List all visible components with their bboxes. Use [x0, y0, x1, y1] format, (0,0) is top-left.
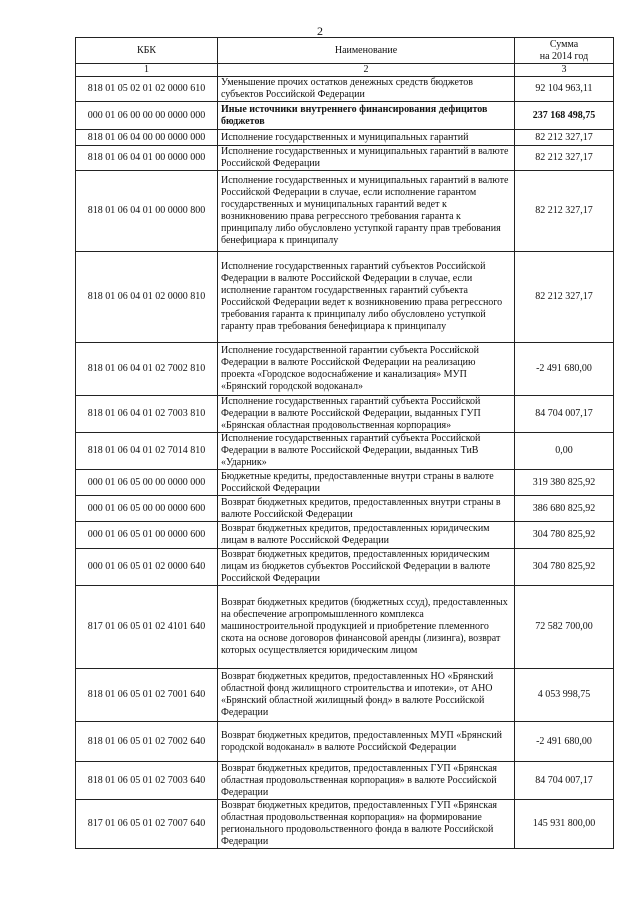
kbk-cell: 818 01 06 04 01 02 7003 810	[76, 396, 218, 433]
table-row	[76, 762, 614, 800]
column-number: 3	[515, 64, 614, 77]
table-row	[76, 433, 614, 470]
sum-cell: 145 931 800,00	[515, 800, 614, 849]
kbk-cell: 817 01 06 05 01 02 7007 640	[76, 800, 218, 849]
header-sum-line1: Сумма	[549, 38, 579, 50]
table-row	[76, 522, 614, 549]
sum-cell: 72 582 700,00	[515, 586, 614, 669]
table-row	[76, 549, 614, 586]
sum-cell: -2 491 680,00	[515, 722, 614, 762]
table-row	[76, 396, 614, 433]
kbk-cell: 000 01 06 05 01 02 0000 640	[76, 549, 218, 586]
sum-cell: 386 680 825,92	[515, 496, 614, 522]
sum-cell: 4 053 998,75	[515, 669, 614, 722]
name-cell: Возврат бюджетных кредитов, предоставленных юридическим лицам из бюджетов субъектов Российской Федерации в валюте Российской Федерации	[218, 549, 515, 586]
kbk-cell: 818 01 06 05 01 02 7001 640	[76, 669, 218, 722]
table-row	[76, 470, 614, 496]
name-cell: Исполнение государственных гарантий субъекта Российской Федерации в валюте Российской Федерации, выданных ГУП «Брянская областная продовольственная корпорация»	[218, 396, 515, 433]
name-cell: Возврат бюджетных кредитов, предоставленных НО «Брянский областной фонд жилищного строительства и ипотеки», от АНО «Брянский областной жилищный фонд» в валюте Российской Федерации	[218, 669, 515, 722]
table-row	[76, 102, 614, 130]
sum-cell: 82 212 327,17	[515, 171, 614, 252]
kbk-cell: 000 01 06 00 00 00 0000 000	[76, 102, 218, 130]
table-row	[76, 77, 614, 102]
table-row	[76, 146, 614, 171]
sum-cell: 82 212 327,17	[515, 130, 614, 146]
sum-cell: 304 780 825,92	[515, 549, 614, 586]
sum-cell: 0,00	[515, 433, 614, 470]
table-row	[76, 586, 614, 669]
table-row	[76, 252, 614, 343]
kbk-cell: 818 01 06 05 01 02 7003 640	[76, 762, 218, 800]
header-sum	[515, 38, 614, 64]
sum-cell: -2 491 680,00	[515, 343, 614, 396]
kbk-cell: 818 01 06 04 01 00 0000 000	[76, 146, 218, 171]
name-cell: Возврат бюджетных кредитов, предоставленных внутри страны в валюте Российской Федерации	[218, 496, 515, 522]
name-cell: Уменьшение прочих остатков денежных средств бюджетов субъектов Российской Федерации	[218, 77, 515, 102]
header-name: Наименование	[218, 38, 515, 64]
name-cell: Исполнение государственных и муниципальных гарантий	[218, 130, 515, 146]
kbk-cell: 000 01 06 05 00 00 0000 600	[76, 496, 218, 522]
page-number: 2	[317, 24, 323, 38]
kbk-cell: 818 01 06 04 01 00 0000 800	[76, 171, 218, 252]
name-cell: Возврат бюджетных кредитов (бюджетных ссуд), предоставленных на обеспечение агропромышленного комплекса машиностроительной продукцией и приобретение племенного скота на основе договоров финансовой аренды (лизинга), возврат которых осуществляется юридическим лицом	[218, 586, 515, 669]
sum-cell: 237 168 498,75	[515, 102, 614, 130]
name-cell: Возврат бюджетных кредитов, предоставленных юридическим лицам в валюте Российской Федерации	[218, 522, 515, 549]
column-number-row	[76, 64, 614, 77]
name-cell: Возврат бюджетных кредитов, предоставленных МУП «Брянский городской водоканал» в валюте Российской Федерации	[218, 722, 515, 762]
kbk-cell: 818 01 05 02 01 02 0000 610	[76, 77, 218, 102]
name-cell: Исполнение государственных гарантий субъектов Российской Федерации в валюте Российской Федерации в случае, если исполнение гарантом государственных гарантий субъекта Российской Федерации ведет к возникновению права регрессного требования гаранта к принципалу либо обусловлено уступкой гаранту прав требования бенефициара к принципалу	[218, 252, 515, 343]
table-row	[76, 669, 614, 722]
sum-cell: 304 780 825,92	[515, 522, 614, 549]
name-cell: Бюджетные кредиты, предоставленные внутри страны в валюте Российской Федерации	[218, 470, 515, 496]
kbk-cell: 818 01 06 04 01 02 7002 810	[76, 343, 218, 396]
name-cell: Исполнение государственных гарантий субъекта Российской Федерации в валюте Российской Федерации, выданных ТиВ «Ударник»	[218, 433, 515, 470]
table-header-row	[76, 38, 614, 64]
kbk-cell: 818 01 06 05 01 02 7002 640	[76, 722, 218, 762]
table-row	[76, 171, 614, 252]
kbk-cell: 817 01 06 05 01 02 4101 640	[76, 586, 218, 669]
table-row	[76, 130, 614, 146]
table-row	[76, 343, 614, 396]
sum-cell: 84 704 007,17	[515, 396, 614, 433]
column-number: 2	[218, 64, 515, 77]
kbk-cell: 818 01 06 04 01 02 7014 810	[76, 433, 218, 470]
name-cell: Исполнение государственных и муниципальных гарантий в валюте Российской Федерации в случае, если исполнение гарантом государственных и муниципальных гарантий ведет к возникновению права регрессного требования гаранта к принципалу либо обусловлено уступкой гаранту прав требования бенефициара к принципалу	[218, 171, 515, 252]
table-row	[76, 496, 614, 522]
table-row	[76, 722, 614, 762]
name-cell: Иные источники внутреннего финансирования дефицитов бюджетов	[218, 102, 515, 130]
sum-cell: 319 380 825,92	[515, 470, 614, 496]
budget-sources-table	[75, 37, 614, 849]
kbk-cell: 000 01 06 05 00 00 0000 000	[76, 470, 218, 496]
name-cell: Исполнение государственных и муниципальных гарантий в валюте Российской Федерации	[218, 146, 515, 171]
header-kbk: КБК	[76, 38, 218, 64]
name-cell: Возврат бюджетных кредитов, предоставленных ГУП «Брянская областная продовольственная корпорация» на формирование регионального продовольственного фонда в валюте Российской Федерации	[218, 800, 515, 849]
name-cell: Исполнение государственной гарантии субъекта Российской Федерации в валюте Российской Федерации на реализацию проекта «Городское водоснабжение и канализация» МУП «Брянский городской водоканал»	[218, 343, 515, 396]
kbk-cell: 000 01 06 05 01 00 0000 600	[76, 522, 218, 549]
sum-cell: 82 212 327,17	[515, 252, 614, 343]
kbk-cell: 818 01 06 04 01 02 0000 810	[76, 252, 218, 343]
sum-cell: 82 212 327,17	[515, 146, 614, 171]
header-sum-line2: на 2014 год	[539, 50, 589, 62]
column-number: 1	[76, 64, 218, 77]
table-row	[76, 800, 614, 849]
sum-cell: 84 704 007,17	[515, 762, 614, 800]
name-cell: Возврат бюджетных кредитов, предоставленных ГУП «Брянская областная продовольственная корпорация» в валюте Российской Федерации	[218, 762, 515, 800]
sum-cell: 92 104 963,11	[515, 77, 614, 102]
kbk-cell: 818 01 06 04 00 00 0000 000	[76, 130, 218, 146]
